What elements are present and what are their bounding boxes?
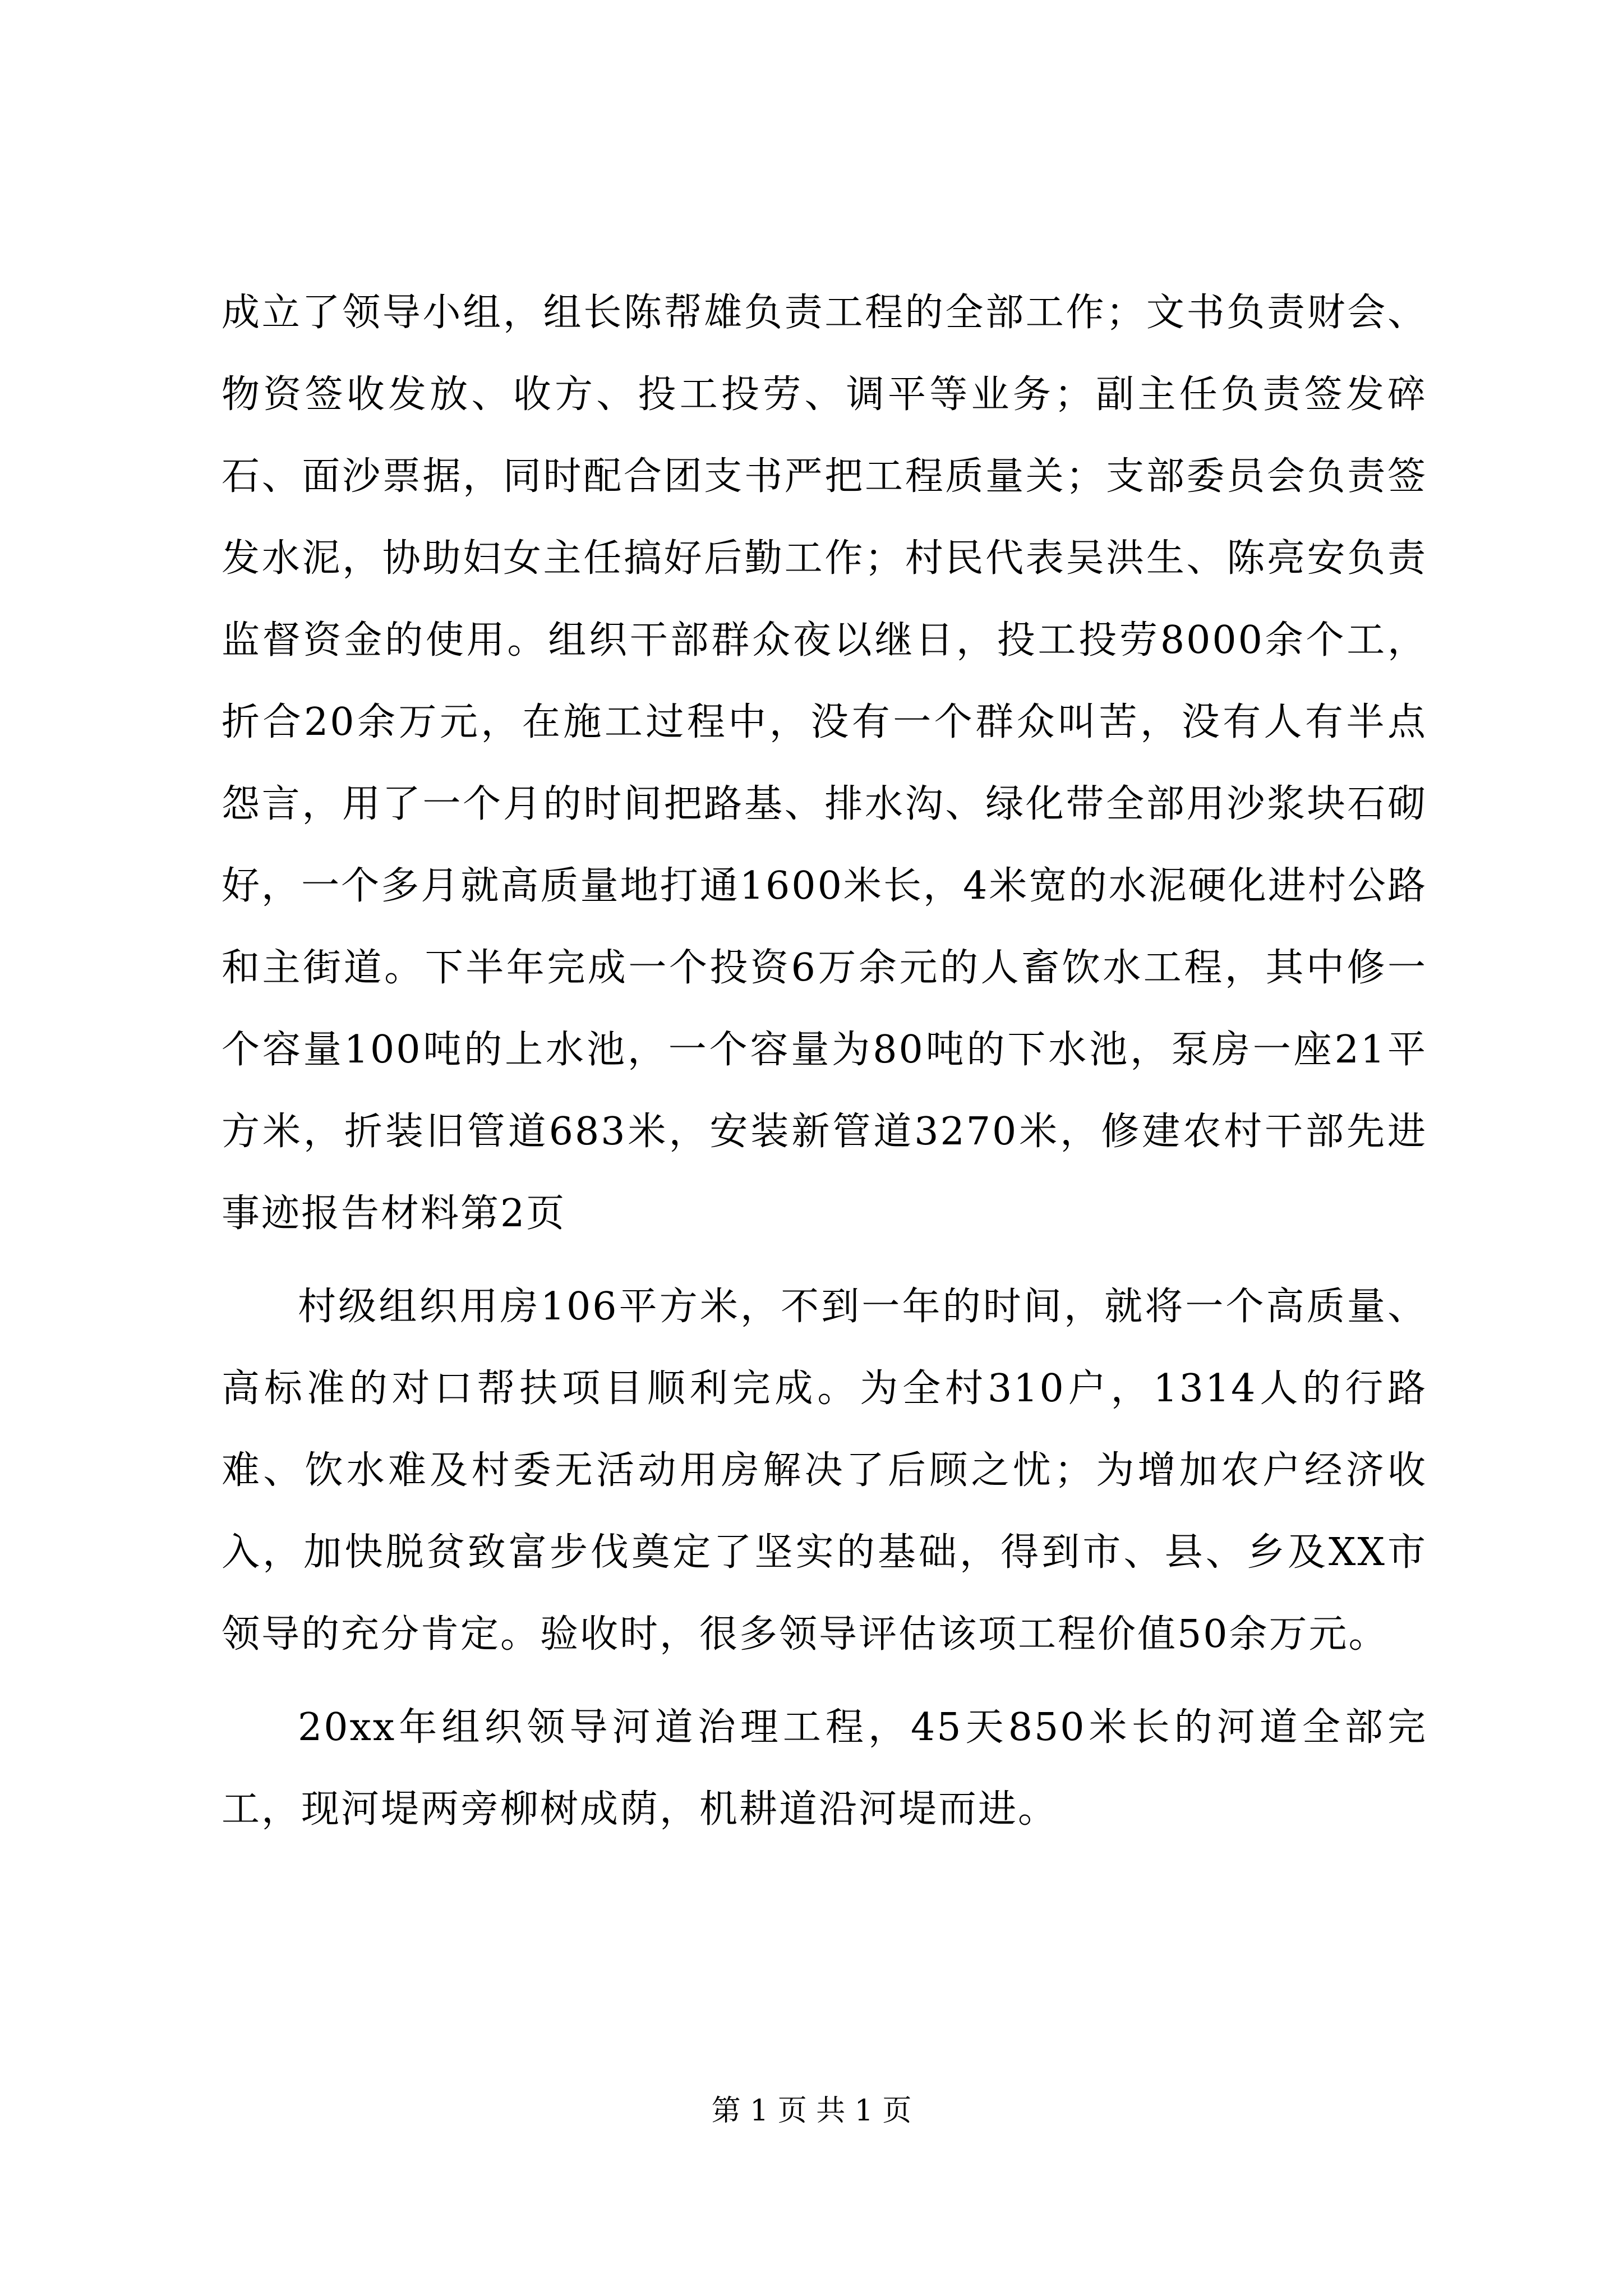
paragraph-3: 20xx年组织领导河道治理工程，45天850米长的河道全部完工，现河堤两旁柳树成荫，机耕道沿河堤而进。 — [222, 1705, 1427, 1832]
page-footer: 第 1 页 共 1 页 — [711, 2094, 912, 2128]
document-body — [222, 272, 1427, 1851]
paragraph-2: 村级组织用房106平方米，不到一年的时间，就将一个高质量、高标准的对口帮扶项目顺利完成。为全村310户，1314人的行路难、饮水难及村委无活动用房解决了后顾之忧；为增加农户经济收入，加快脱贫致富步伐奠定了坚实的基础，得到市、县、乡及XX市领导的充分肯定。验收时，很多领导评估该项工程价值50余万元。 — [222, 1285, 1427, 1657]
paragraph-1: 成立了领导小组，组长陈帮雄负责工程的全部工作；文书负责财会、物资签收发放、收方、投工投劳、调平等业务；副主任负责签发碎石、面沙票据，同时配合团支书严把工程质量关；支部委员会负责签发水泥，协助妇女主任搞好后勤工作；村民代表吴洪生、陈亮安负责监督资金的使用。组织干部群众夜以继日，投工投劳8000余个工，折合20余万元，在施工过程中，没有一个群众叫苦，没有人有半点怨言，用了一个月的时间把路基、排水沟、绿化带全部用沙浆块石砌好，一个多月就高质量地打通1600米长，4米宽的水泥硬化进村公路和主街道。下半年完成一个投资6万余元的人畜饮水工程，其中修一个容量100吨的上水池，一个容量为80吨的下水池，泵房一座21平方米，折装旧管道683米，安装新管道3270米，修建农村干部先进事迹报告材料第2页 — [222, 291, 1427, 1236]
